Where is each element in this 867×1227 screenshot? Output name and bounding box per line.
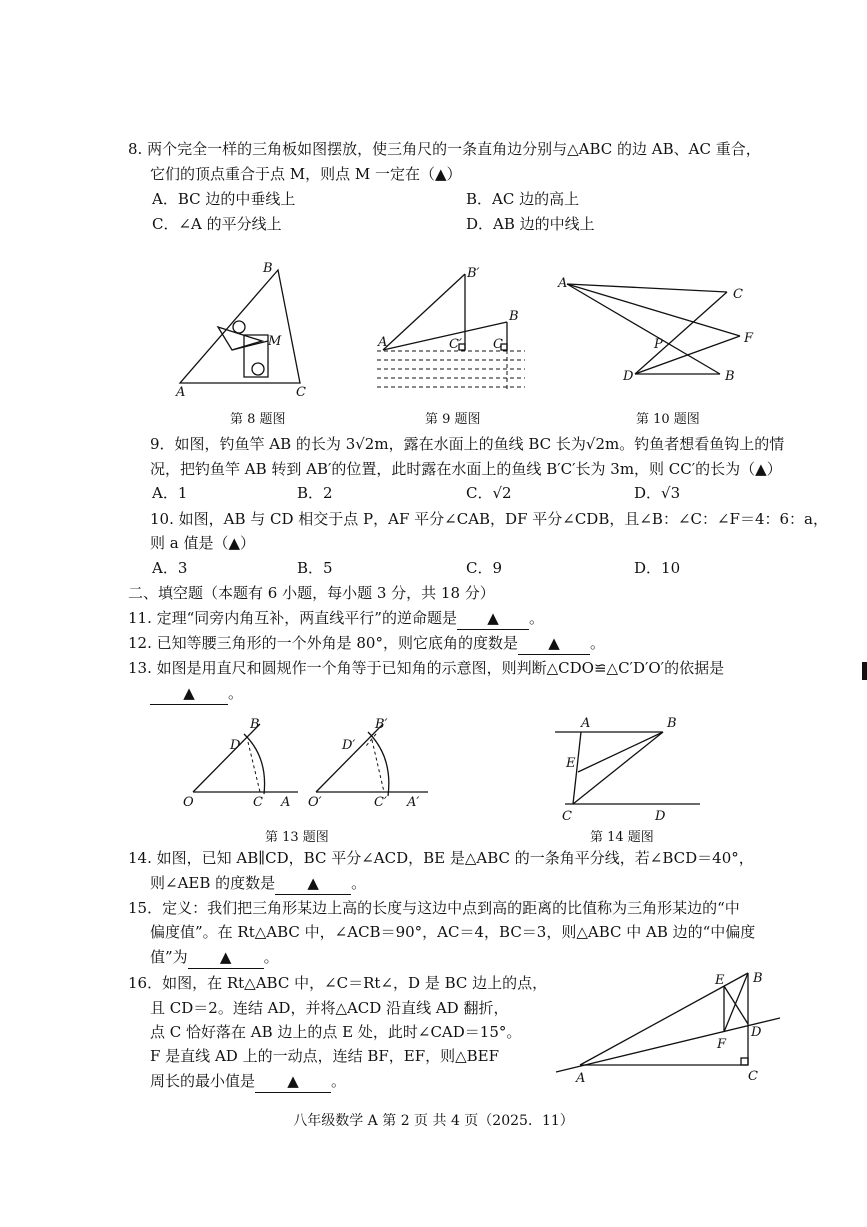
- f10-label-f: F: [744, 331, 754, 346]
- f16-label-b: B: [753, 971, 763, 986]
- caption-fig14: 第 14 题图: [590, 830, 654, 845]
- figure-14: [555, 712, 705, 826]
- q16-line1: 16．如图，在 Rt△ABC 中，∠C＝Rt∠，D 是 BC 边上的点，: [128, 974, 548, 992]
- f16-label-e: E: [715, 973, 725, 988]
- f13-label-a: A: [281, 795, 291, 810]
- f14-label-a: A: [581, 716, 591, 731]
- figure-8: [160, 255, 320, 404]
- q10-option-a: A．3: [152, 559, 188, 577]
- q15-line1: 15．定义：我们把三角形某边上高的长度与这边中点到高的距离的比值称为三角形某边的“中: [128, 899, 740, 917]
- q11-answer-blank[interactable]: ▲: [457, 607, 529, 630]
- f16-label-d: D: [751, 1025, 762, 1040]
- q8-line1: 8. 两个完全一样的三角板如图摆放，使三角尺的一条直角边分别与△ABC 的边 AB、AC 重合，: [128, 140, 761, 158]
- q13-answer-blank[interactable]: ▲: [150, 682, 228, 705]
- caption-fig13: 第 13 题图: [265, 830, 329, 845]
- q12: [128, 632, 605, 655]
- q8-option-b: B．AC 边的高上: [466, 190, 580, 208]
- f10-label-p: P: [654, 337, 663, 352]
- q11: [128, 607, 544, 630]
- q12-answer-blank[interactable]: ▲: [518, 632, 590, 655]
- caption-fig10: 第 10 题图: [636, 412, 700, 427]
- q14-answer-blank[interactable]: ▲: [275, 872, 351, 895]
- q13-line1: 13. 如图是用直尺和圆规作一个角等于已知角的示意图，则判断△CDO≌△C′D′O′的依据是: [128, 659, 725, 677]
- q15-line3: [150, 946, 279, 969]
- f14-label-c: C: [562, 809, 572, 824]
- figure-16: [552, 968, 787, 1092]
- q13-line2: [150, 682, 243, 705]
- q14-line2: [150, 872, 366, 895]
- f8-label-m: M: [268, 334, 282, 349]
- q15-line2: 偏度值”。在 Rt△ABC 中，∠ACB＝90°，AC＝4，BC＝3，则△ABC 中 AB 边的“中偏度: [150, 923, 756, 941]
- q12-text: 12. 已知等腰三角形的一个外角是 80°，则它底角的度数是: [128, 634, 518, 652]
- f14-label-b: B: [667, 716, 677, 731]
- f13-label-d-prime: D′: [342, 738, 356, 753]
- q16-line2: 且 CD＝2。连结 AD，并将△ACD 沿直线 AD 翻折，: [150, 999, 509, 1017]
- q16-line5-text: 周长的最小值是: [150, 1072, 256, 1090]
- q14-line2-text: 则∠AEB 的度数是: [150, 874, 276, 892]
- caption-fig8: 第 8 题图: [230, 412, 286, 427]
- q9-option-d: D．√3: [634, 484, 681, 502]
- f16-label-c: C: [748, 1069, 758, 1084]
- q14-line1: 14. 如图，已知 AB∥CD，BC 平分∠ACD，BE 是△ABC 的一条角平分线，若∠BCD＝40°，: [128, 849, 754, 867]
- f13-label-a-prime: A′: [407, 795, 420, 810]
- page-footer: 八年级数学 A 第 2 页 共 4 页（2025．11）: [293, 1113, 574, 1129]
- f13-label-c-prime: C′: [374, 795, 387, 810]
- f9-label-c-prime: C′: [449, 337, 462, 352]
- q10-option-d: D．10: [634, 559, 681, 577]
- figure-13: [178, 712, 438, 816]
- caption-fig9: 第 9 题图: [425, 412, 481, 427]
- q15-answer-blank[interactable]: ▲: [188, 946, 264, 969]
- q10-option-b: B．5: [297, 559, 333, 577]
- section-2-heading: 二、填空题（本题有 6 小题，每小题 3 分，共 18 分）: [128, 584, 495, 602]
- f8-label-a: A: [176, 385, 186, 400]
- q16-line3: 点 C 恰好落在 AB 边上的点 E 处，此时∠CAD＝15°。: [150, 1023, 522, 1041]
- f14-label-d: D: [655, 809, 666, 824]
- figure-10: [555, 270, 765, 394]
- f10-label-a: A: [558, 276, 568, 291]
- q8-option-c: C．∠A 的平分线上: [152, 215, 282, 233]
- q16-line4: F 是直线 AD 上的一动点，连结 BF，EF，则△BEF: [150, 1047, 500, 1065]
- q15-end: 。: [263, 948, 279, 966]
- f13-label-b: B: [250, 717, 260, 732]
- f9-label-b-prime: B′: [467, 266, 480, 281]
- f13-label-b-prime: B′: [375, 717, 388, 732]
- f9-label-a: A: [378, 335, 388, 350]
- f16-label-f: F: [717, 1037, 727, 1052]
- f9-label-b: B: [509, 309, 519, 324]
- f13-label-o: O: [183, 795, 194, 810]
- q16-end: 。: [331, 1072, 347, 1090]
- q9-line1: 9．如图，钓鱼竿 AB 的长为 3√2m，露在水面上的鱼线 BC 长为√2m。钓鱼者想看鱼钩上的情: [150, 435, 785, 453]
- f8-label-c: C: [296, 385, 306, 400]
- f10-label-b: B: [725, 369, 735, 384]
- q10-option-c: C．9: [466, 559, 503, 577]
- figure-9: [375, 260, 535, 404]
- q9-option-c: C．√2: [466, 484, 512, 502]
- q8-option-a: A．BC 边的中垂线上: [152, 190, 296, 208]
- q9-option-b: B．2: [297, 484, 333, 502]
- scan-edge-mark: [862, 662, 867, 680]
- f16-label-a: A: [576, 1071, 586, 1086]
- f13-label-c: C: [253, 795, 263, 810]
- q9-line2: 况，把钓鱼竿 AB 转到 AB′的位置，此时露在水面上的鱼线 B′C′长为 3m，则 CC′的长为（▲）: [150, 460, 782, 478]
- q8-option-d: D．AB 边的中线上: [466, 215, 595, 233]
- q16-line5: [150, 1070, 346, 1093]
- f13-label-d: D: [230, 738, 241, 753]
- q11-end: 。: [528, 609, 544, 627]
- q13-end: 。: [228, 684, 244, 702]
- f10-label-c: C: [733, 287, 743, 302]
- f13-label-o-prime: O′: [308, 795, 322, 810]
- f8-label-b: B: [263, 261, 273, 276]
- q11-text: 11. 定理“同旁内角互补，两直线平行”的逆命题是: [128, 609, 457, 627]
- q9-option-a: A．1: [152, 484, 188, 502]
- q8-line2: 它们的顶点重合于点 M，则点 M 一定在（▲）: [150, 165, 462, 183]
- f14-label-e: E: [566, 756, 576, 771]
- q12-end: 。: [589, 634, 605, 652]
- q15-line3-text: 值”为: [150, 948, 188, 966]
- q16-answer-blank[interactable]: ▲: [255, 1070, 331, 1093]
- q14-end: 。: [351, 874, 367, 892]
- q10-line1: 10. 如图，AB 与 CD 相交于点 P，AF 平分∠CAB，DF 平分∠CDB，且∠B：∠C：∠F＝4：6：a，: [150, 510, 828, 528]
- q10-line2: 则 a 值是（▲）: [150, 534, 256, 552]
- f9-label-c: C: [493, 337, 503, 352]
- f10-label-d: D: [623, 369, 634, 384]
